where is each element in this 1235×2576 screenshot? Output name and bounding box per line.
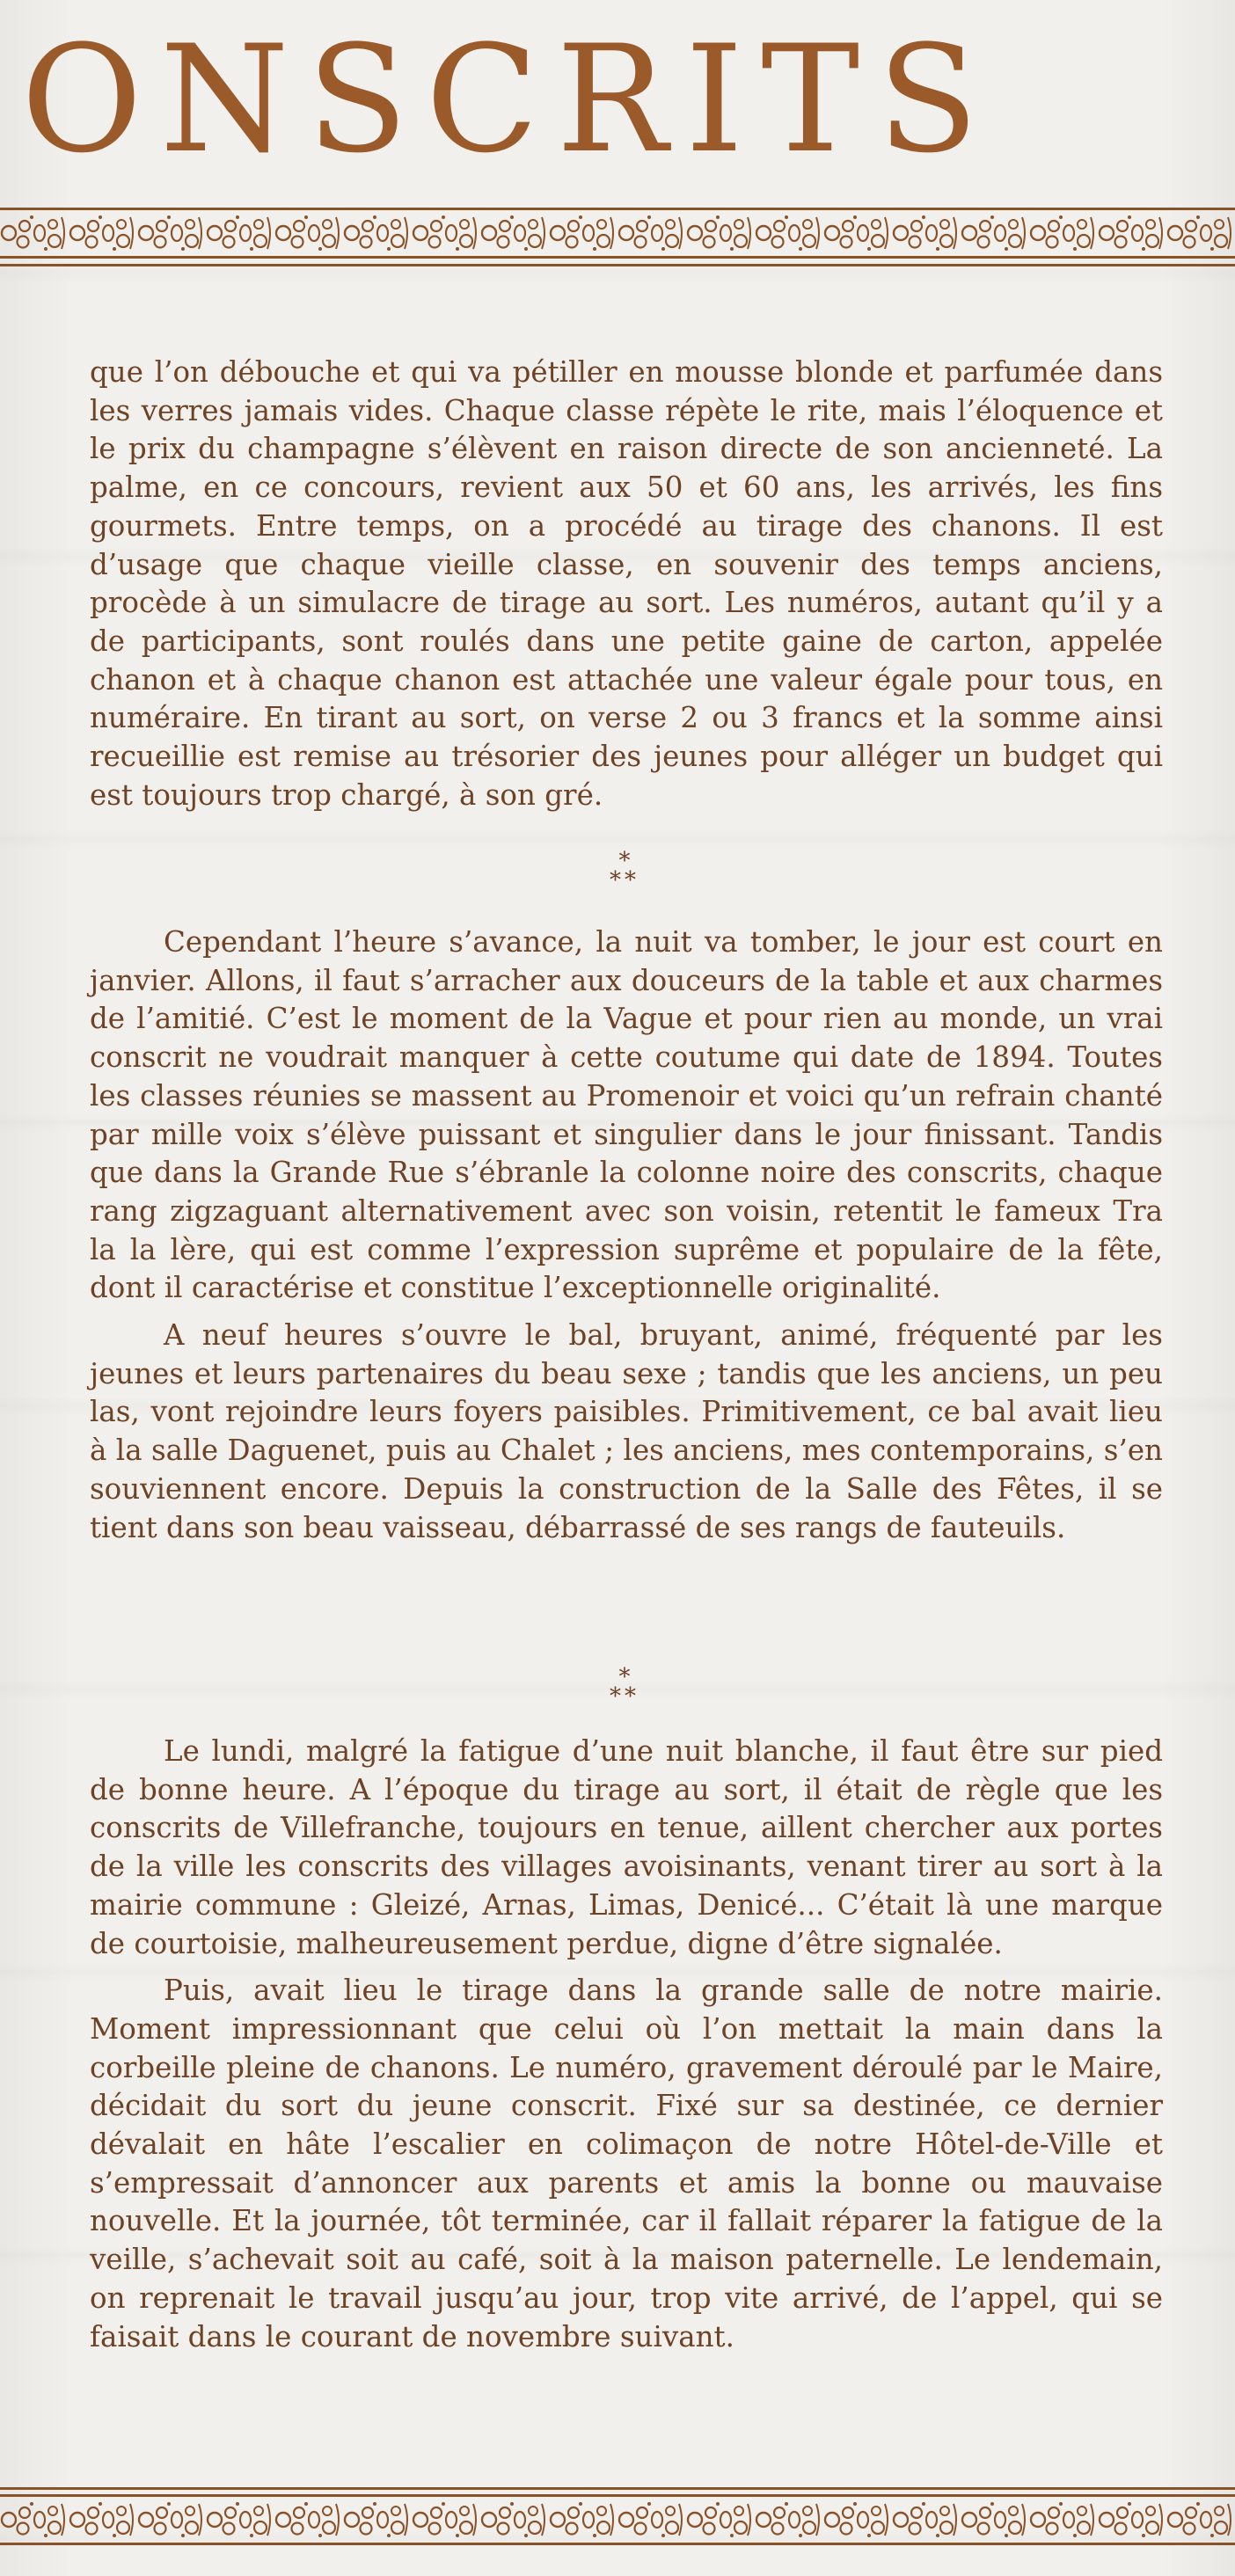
- paragraph-2: Cependant l’heure s’avance, la nuit va tomber, le jour est court en janvier. Allons, il faut s’arracher aux douceurs de la table et aux charmes de l’amitié. C’est le moment de la Vague et pour rien au monde, un vrai conscrit ne voudrait manquer à cette coutume qui date de 1894. Toutes les classes réunies se massent au Promenoir et voici qu’un refrain chanté par mille voix s’élève puissant et singulier dans le jour finissant. Tandis que dans la Grande Rue s’ébranle la colonne noire des conscrits, chaque rang zigzaguant alternativement avec son voisin, retentit le fameux Tra la la lère, qui est comme l’expression suprême et populaire de la fête, dont il caractérise et constitue l’exceptionnelle originalité.: [90, 925, 1163, 1305]
- fruit-pattern-bottom: [0, 2497, 1235, 2543]
- paragraph-block-2: [90, 915, 1163, 1547]
- asterism-star-bottom: **: [610, 867, 639, 894]
- rule-over-bottom-band: [0, 2487, 1235, 2490]
- asterism-star-bottom: **: [610, 1683, 639, 1710]
- rule-under-top-band: [0, 264, 1235, 266]
- page-title: ONSCRITS: [21, 13, 997, 186]
- paragraph-5: Puis, avait lieu le tirage dans la grande salle de notre mairie. Moment impressionnant que celui où l’on mettait la main dans la corbeille pleine de chanons. Le numéro, gravement déroulé par le Maire, décidait du sort du jeune conscrit. Fixé sur sa destinée, ce dernier dévalait en hâte l’escalier en colimaçon de notre Hôtel-de-Ville et s’empressait d’annoncer aux parents et amis la bonne ou mauvaise nouvelle. Et la journée, tôt terminée, car il fallait réparer la fatigue de la veille, s’achevait soit au café, soit à la maison paternelle. Le lendemain, on reprenait le travail jusqu’au jour, trop vite arrivé, de l’appel, qui se faisait dans le courant de novembre suivant.: [90, 1974, 1163, 2353]
- paragraph-1: que l’on débouche et qui va pétiller en mousse blonde et parfumée dans les verres jamais vides. Chaque classe répète le rite, mais l’éloquence et le prix du champagne s’élèvent en raison directe de son ancienneté. La palme, en ce concours, revient aux 50 et 60 ans, les arrivés, les fins gourmets. Entre temps, on a procédé au tirage des chanons. Il est d’usage que chaque vieille classe, en souvenir des temps anciens, procède à un simulacre de tirage au sort. Les numéros, autant qu’il y a de participants, sont roulés dans une petite gaine de carton, appelée chanon et à chaque chanon est attachée une valeur égale pour tous, en numéraire. En tirant au sort, on verse 2 ou 3 francs et la somme ainsi recueillie est remise au trésorier des jeunes pour alléger un budget qui est toujours trop chargé, à son gré.: [90, 355, 1163, 812]
- asterism-divider-1: [598, 848, 651, 894]
- ornamental-border-top: [0, 208, 1235, 259]
- paragraph-3: A neuf heures s’ouvre le bal, bruyant, animé, fréquenté par les jeunes et leurs partenaires du beau sexe ; tandis que les anciens, un peu las, vont rejoindre leurs foyers paisibles. Primitivement, ce bal avait lieu à la salle Daguenet, puis au Chalet ; les anciens, mes contemporains, s’en souviennent encore. Depuis la construction de la Salle des Fêtes, il se tient dans son beau vaisseau, débarrassé de ses rangs de fauteuils.: [90, 1318, 1163, 1544]
- fruit-pattern-top: [0, 210, 1235, 256]
- paragraph-block-3: [90, 1724, 1163, 2356]
- asterism-star-top: *: [618, 1664, 631, 1690]
- ornamental-border-bottom: [0, 2494, 1235, 2545]
- asterism-divider-2: [598, 1664, 651, 1710]
- paragraph-4: Le lundi, malgré la fatigue d’une nuit blanche, il faut être sur pied de bonne heure. A l’époque du tirage au sort, il était de règle que les conscrits de Villefranche, toujours en tenue, aillent chercher aux portes de la ville les conscrits des villages avoisinants, venant tirer au sort à la mairie commune : Gleizé, Arnas, Limas, Denicé... C’était là une marque de courtoisie, malheureusement perdue, digne d’être signalée.: [90, 1734, 1163, 1960]
- paragraph-block-1: [90, 354, 1163, 814]
- asterism-star-top: *: [618, 848, 631, 874]
